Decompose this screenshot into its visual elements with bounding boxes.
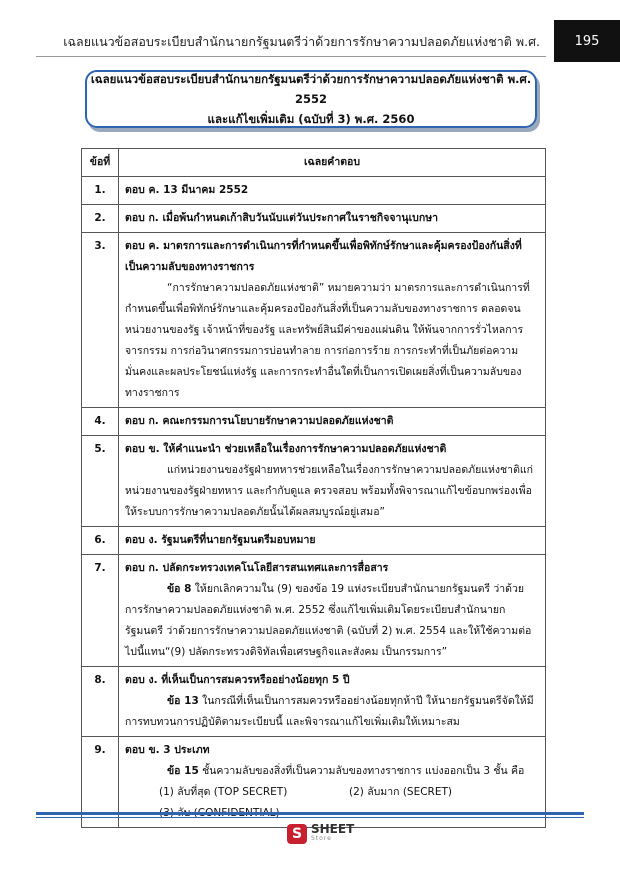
answer-text: ตอบ ค. 13 มีนาคม 2552: [125, 184, 249, 196]
classification-levels-row: [125, 782, 539, 803]
explanation-text: [125, 761, 539, 782]
article-reference: ข้อ 15: [167, 765, 199, 777]
logo-mark-icon: S: [287, 824, 307, 844]
answer-text: ตอบ ก. ปลัดกระทรวงเทคโนโลยีสารสนเทศและการสื่อสาร: [125, 562, 389, 574]
header-title: เฉลยแนวข้อสอบระเบียบสำนักนายกรัฐมนตรีว่าด้วยการรักษาความปลอดภัยแห่งชาติ พ.ศ.: [63, 34, 540, 49]
column-header-number: ข้อที่: [82, 149, 119, 177]
answer-cell: [119, 667, 546, 737]
row-number: 9.: [82, 737, 119, 828]
row-number: 7.: [82, 555, 119, 667]
answer-text: ตอบ ข. 3 ประเภท: [125, 744, 210, 756]
explanation-body: ชั้นความลับของสิ่งที่เป็นความลับของทางราชการ แบ่งออกเป็น 3 ชั้น คือ: [198, 765, 525, 777]
answer-cell: [119, 555, 546, 667]
header-divider: [36, 56, 546, 57]
answer-text: ตอบ ก. คณะกรรมการนโยบายรักษาความปลอดภัยแห่งชาติ: [125, 415, 394, 427]
table-row: [82, 205, 546, 233]
answer-text: ตอบ ข. ให้คำแนะนำ ช่วยเหลือในเรื่องการรักษาความปลอดภัยแห่งชาติ: [125, 443, 447, 455]
answer-table: [81, 148, 546, 828]
table-row: [82, 436, 546, 527]
table-row: [82, 177, 546, 205]
footer-divider-thin: [36, 817, 584, 818]
explanation-body: ในกรณีที่เห็นเป็นการสมควรหรืออย่างน้อยทุกห้าปี ให้นายกรัฐมนตรีจัดให้มีการทบทวนการปฏิบัติตามระเบียบนี้ และพิจารณาแก้ไขเพิ่มเติมให้เหมาะสม: [125, 695, 534, 728]
table-header-row: [82, 149, 546, 177]
article-reference: ข้อ 13: [167, 695, 199, 707]
answer-cell: [119, 408, 546, 436]
page-number: 195: [554, 20, 620, 62]
sheet-store-logo: [287, 821, 354, 847]
logo-word: SHEET: [311, 822, 355, 836]
explanation-text: [125, 579, 539, 663]
table-row: [82, 667, 546, 737]
row-number: 2.: [82, 205, 119, 233]
table-row: [82, 527, 546, 555]
answer-cell: [119, 205, 546, 233]
row-number: 3.: [82, 233, 119, 408]
answer-text: ตอบ ค. มาตรการและการดำเนินการที่กำหนดขึ้นเพื่อพิทักษ์รักษาและคุ้มครองป้องกันสิ่งที่เป็นความลับของทางราชการ: [125, 240, 522, 273]
answer-text: ตอบ ง. รัฐมนตรีที่นายกรัฐมนตรีมอบหมาย: [125, 534, 316, 546]
answer-text: ตอบ ก. เมื่อพ้นกำหนดเก้าสิบวันนับแต่วันประกาศในราชกิจจานุเบกษา: [125, 212, 439, 224]
answer-cell: [119, 177, 546, 205]
explanation-text: “การรักษาความปลอดภัยแห่งชาติ” หมายความว่า มาตรการและการดำเนินการที่กำหนดขึ้นเพื่อพิทักษ์รักษาและคุ้มครองป้องกันสิ่งที่เป็นความลับของทางราชการ ตลอดจนหน่วยงานของรัฐ เจ้าหน้าที่ของรัฐ และทรัพย์สินมีค่าของแผ่นดิน ให้พ้นจากการรั่วไหลการจารกรรม การก่อวินาศกรรมการบ่อนทำลาย การก่อการร้าย การกระทำที่เป็นภัยต่อความมั่นคงและผลประโยชน์แห่งรัฐ และการกระทำอื่นใดที่เป็นการเปิดเผยสิ่งที่เป็นความลับของทางราชการ: [125, 282, 530, 399]
logo-text: [311, 824, 354, 844]
explanation-text: แก่หน่วยงานของรัฐฝ่ายทหารช่วยเหลือในเรื่องการรักษาความปลอดภัยแห่งชาติแก่หน่วยงานของรัฐฝ่ายทหาร และกำกับดูแล ตรวจสอบ พร้อมทั้งพิจารณาแก้ไขข้อบกพร่องเพื่อให้ระบบการรักษาความปลอดภัยนั้นได้ผลสมบูรณ์อยู่เสมอ”: [125, 464, 534, 518]
table-row: [82, 408, 546, 436]
answer-cell: [119, 233, 546, 408]
classification-level: (1) ลับที่สุด (TOP SECRET): [159, 786, 288, 798]
row-number: 6.: [82, 527, 119, 555]
answer-text: ตอบ ง. ที่เห็นเป็นการสมควรหรืออย่างน้อยทุก 5 ปี: [125, 674, 350, 686]
article-reference: ข้อ 8: [167, 583, 192, 595]
table-row: [82, 233, 546, 408]
answer-cell: [119, 527, 546, 555]
table-row: [82, 555, 546, 667]
column-header-answer: เฉลยคำตอบ: [119, 149, 546, 177]
classification-level: (2) ลับมาก (SECRET): [349, 786, 452, 798]
footer-divider: [36, 812, 584, 815]
title-line-1: เฉลยแนวข้อสอบระเบียบสำนักนายกรัฐมนตรีว่าด้วยการรักษาความปลอดภัยแห่งชาติ พ.ศ. 2552: [90, 72, 532, 106]
explanation-text: [125, 691, 539, 733]
row-number: 4.: [82, 408, 119, 436]
title-line-2: และแก้ไขเพิ่มเติม (ฉบับที่ 3) พ.ศ. 2560: [207, 112, 415, 126]
row-number: 5.: [82, 436, 119, 527]
row-number: 8.: [82, 667, 119, 737]
answer-cell: [119, 436, 546, 527]
document-title-box: [85, 70, 537, 128]
row-number: 1.: [82, 177, 119, 205]
logo-subtitle: Store: [311, 835, 332, 842]
explanation-body: ให้ยกเลิกความใน (9) ของข้อ 19 แห่งระเบียบสำนักนายกรัฐมนตรี ว่าด้วยการรักษาความปลอดภัยแห่งชาติ พ.ศ. 2552 ซึ่งแก้ไขเพิ่มเติมโดยระเบียบสำนักนายกรัฐมนตรี ว่าด้วยการรักษาความปลอดภัยแห่งชาติ (ฉบับที่ 2) พ.ศ. 2554 และให้ใช้ความต่อไปนี้แทน“(9) ปลัดกระทรวงดิจิทัลเพื่อเศรษฐกิจและสังคม เป็นกรรมการ”: [125, 583, 532, 658]
